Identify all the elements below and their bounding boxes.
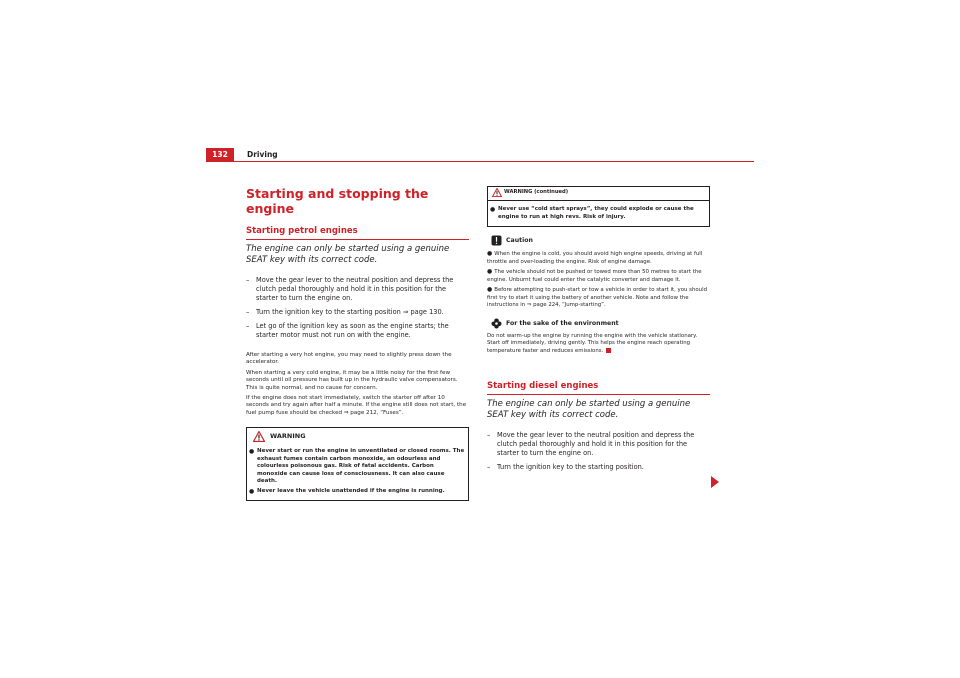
warning-item: ● Never use “cold start sprays”, they could explode or cause the engine to run at high revs. Risk of injury.	[490, 206, 694, 220]
environment-text: Do not warm-up the engine by running the engine with the vehicle stationary. Start off immediately, driving gently. This helps the engine reach operating temperature faster and reduces emissions.	[487, 332, 698, 354]
header-rule	[206, 161, 754, 162]
main-heading: Starting and stopping the engine	[246, 186, 429, 216]
diesel-heading: Starting diesel engines	[487, 381, 710, 395]
environment-header	[487, 318, 710, 331]
diesel-intro: The engine can only be started using a genuine SEAT key with its correct code.	[487, 399, 691, 420]
warning-triangle-icon	[492, 188, 502, 197]
warning-item: ● Never leave the vehicle unattended if the engine is running.	[249, 487, 445, 495]
petrol-steps	[246, 276, 469, 340]
left-column	[246, 186, 469, 501]
right-column	[487, 186, 710, 484]
caution-item: ● When the engine is cold, you should avoid high engine speeds, driving at full throttle and over-loading the engine. Risk of engine damage.	[487, 250, 703, 265]
warning-label: WARNING	[270, 432, 306, 441]
petrol-intro: The engine can only be started using a genuine SEAT key with its correct code.	[246, 244, 450, 265]
paragraph: After starting a very hot engine, you may need to slightly press down the accelerator.	[246, 352, 452, 366]
step-item: – Move the gear lever to the neutral position and depress the clutch pedal thoroughly and hold it in this position for the starter to turn the engine on.	[487, 431, 710, 458]
page-header	[206, 148, 754, 162]
petrol-heading: Starting petrol engines	[246, 226, 469, 240]
caution-label: Caution	[506, 237, 533, 244]
paragraph: When starting a very cold engine, it may be a little noisy for the first few seconds until oil pressure has built up in the hydraulic valve compensators. This is quite normal, and no cause for concern.	[246, 369, 458, 391]
environment-icon	[491, 318, 502, 329]
caution-item: ● Before attempting to push-start or tow a vehicle in order to start it, you should first try to start it using the battery of another vehicle. Note and follow the instructions in ⇒ page 224, “Jump-starting”.	[487, 286, 707, 308]
warning-continued-header	[488, 187, 709, 201]
page-section-title: Driving	[247, 150, 278, 159]
diesel-steps	[487, 431, 710, 472]
caution-icon	[491, 235, 502, 246]
page-number: 132	[206, 148, 234, 162]
warning-continued-label: WARNING (continued)	[504, 189, 569, 195]
caution-item: ● The vehicle should not be pushed or towed more than 50 metres to start the engine. Unburnt fuel could enter the catalytic converter and damage it.	[487, 268, 702, 283]
step-item: – Turn the ignition key to the starting position ⇒ page 130.	[246, 308, 469, 317]
step-item: – Move the gear lever to the neutral position and depress the clutch pedal thoroughly and hold it in this position for the starter to turn the engine on.	[246, 276, 469, 303]
warning-header	[247, 428, 468, 446]
section-end-marker	[606, 348, 611, 353]
warning-item: ● Never start or run the engine in unventilated or closed rooms. The exhaust fumes contain carbon monoxide, an odourless and colourless poisonous gas. Risk of fatal accidents. Carbon monoxide can cause loss of consciousness. It can also cause death.	[249, 448, 465, 485]
paragraph: If the engine does not start immediately, switch the starter off after 10 seconds and try again after half a minute. If the engine still does not start, the fuel pump fuse should be checked ⇒ page 212, “Fuses”.	[246, 395, 467, 416]
step-item: – Let go of the ignition key as soon as the engine starts; the starter motor must not run on with the engine.	[246, 322, 469, 340]
step-item: – Turn the ignition key to the starting position.	[487, 463, 710, 472]
warning-box	[246, 427, 469, 501]
environment-label: For the sake of the environment	[506, 319, 619, 327]
next-page-arrow-icon	[710, 476, 720, 488]
warning-continued-box	[487, 186, 710, 227]
warning-triangle-icon	[253, 431, 265, 442]
caution-header	[487, 235, 710, 248]
